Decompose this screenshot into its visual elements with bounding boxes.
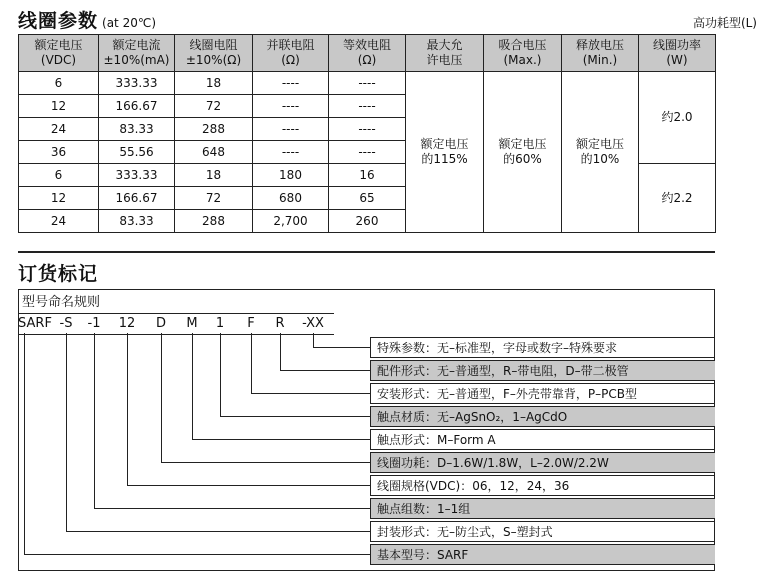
leader-line: [280, 370, 370, 371]
table-cell: 72: [175, 95, 253, 118]
code-segment-seg-1: -1: [87, 316, 101, 331]
coil-params-note: (at 20℃): [102, 16, 156, 30]
leader-line: [161, 333, 162, 462]
header-line: 线圈功率: [652, 38, 701, 52]
type-label: 高功耗型(L): [692, 16, 757, 30]
order-mark-title: 订货标记: [18, 263, 99, 285]
leader-line: [127, 485, 370, 486]
table-cell: ----: [253, 95, 329, 118]
header-line: (Max.): [503, 53, 542, 67]
header-cell: [406, 35, 484, 72]
header-cell: [99, 35, 175, 72]
leader-line: [94, 508, 370, 509]
code-segment-seg-sarf: SARF: [18, 316, 52, 331]
header-line: (W): [666, 53, 688, 67]
power-cell-resistor: 约2.2: [639, 164, 716, 233]
table-cell: ----: [329, 95, 406, 118]
table-cell: 12: [19, 95, 99, 118]
leader-line: [280, 333, 281, 370]
naming-description: 配件形式：无–普通型，R–带电阻，D–带二极管: [370, 360, 715, 381]
table-cell: 18: [175, 72, 253, 95]
merged-line: 的115%: [421, 152, 468, 166]
table-cell: 12: [19, 187, 99, 210]
header-cell: [484, 35, 562, 72]
header-cell: [175, 35, 253, 72]
header-cell: [639, 35, 716, 72]
leader-line: [251, 393, 370, 394]
naming-description: 触点形式：M–Form A: [370, 429, 715, 450]
code-segment-seg-m: M: [186, 316, 198, 331]
header-line: 额定电流: [112, 38, 161, 52]
table-cell: ----: [329, 141, 406, 164]
table-cell: 83.33: [99, 118, 175, 141]
header-line: ±10%(mA): [103, 53, 170, 67]
leader-line: [127, 333, 128, 485]
table-cell: 83.33: [99, 210, 175, 233]
table-body: [19, 72, 716, 233]
naming-description: 安装形式：无–普通型，F–外壳带靠背，P–PCB型: [370, 383, 715, 404]
code-segment-seg-12: 12: [118, 316, 136, 331]
header-line: 并联电阻: [266, 38, 315, 52]
table-cell: 2,700: [253, 210, 329, 233]
header-line: 释放电压: [575, 38, 624, 52]
leader-line: [251, 333, 252, 393]
code-segment-seg-1b: 1: [215, 316, 225, 331]
table-cell: ----: [253, 72, 329, 95]
header-line: 额定电压: [34, 38, 83, 52]
header-line: 线圈电阻: [189, 38, 238, 52]
naming-description: 触点组数：1–1组: [370, 498, 715, 519]
leader-line: [161, 462, 370, 463]
code-segment-seg-f: F: [247, 316, 255, 331]
table-cell: 18: [175, 164, 253, 187]
table-cell: 166.67: [99, 187, 175, 210]
table-cell: 648: [175, 141, 253, 164]
leader-line: [192, 333, 193, 439]
header-line: 等效电阻: [342, 38, 391, 52]
table-cell: 288: [175, 210, 253, 233]
merged-line: 额定电压: [498, 137, 547, 151]
code-segment-seg-r: R: [275, 316, 285, 331]
naming-description: 线圈规格(VDC)：06，12，24，36: [370, 475, 715, 496]
table-cell: ----: [253, 118, 329, 141]
release-voltage-cell: [562, 72, 639, 233]
table-cell: ----: [329, 72, 406, 95]
merged-line: 的60%: [503, 152, 542, 166]
leader-line: [24, 554, 370, 555]
header-cell: [329, 35, 406, 72]
table-cell: 6: [19, 72, 99, 95]
table-cell: 6: [19, 164, 99, 187]
power-cell-standard: 约2.0: [639, 72, 716, 164]
table-cell: 36: [19, 141, 99, 164]
table-cell: 180: [253, 164, 329, 187]
header-cell: [19, 35, 99, 72]
naming-description: 触点材质：无–AgSnO₂，1–AgCdO: [370, 406, 715, 427]
merged-line: 额定电压: [420, 137, 469, 151]
code-segment-seg-s: -S: [59, 316, 73, 331]
table-cell: ----: [329, 118, 406, 141]
naming-description: 线圈功耗：D–1.6W/1.8W，L–2.0W/2.2W: [370, 452, 715, 473]
leader-line: [313, 347, 370, 348]
leader-line: [220, 416, 370, 417]
coil-parameter-table: [18, 34, 716, 233]
table-cell: 65: [329, 187, 406, 210]
naming-description: 封装形式：无–防尘式，S–塑封式: [370, 521, 715, 542]
leader-line: [192, 439, 370, 440]
pickup-voltage-cell: [484, 72, 562, 233]
merged-line: 的10%: [580, 152, 620, 166]
code-segment-seg-xx: -XX: [302, 316, 324, 331]
header-cell: [562, 35, 639, 72]
header-line: (Ω): [281, 53, 300, 67]
table-cell: ----: [253, 141, 329, 164]
section-divider: [18, 251, 715, 253]
table-cell: 24: [19, 118, 99, 141]
leader-line: [24, 333, 25, 554]
table-row: [19, 72, 716, 95]
table-cell: 288: [175, 118, 253, 141]
header-line: 最大允: [426, 38, 463, 52]
code-segment-seg-d: D: [155, 316, 166, 331]
table-cell: 166.67: [99, 95, 175, 118]
leader-line: [313, 333, 314, 347]
max-voltage-cell: [406, 72, 484, 233]
table-cell: 333.33: [99, 72, 175, 95]
table-cell: 72: [175, 187, 253, 210]
table-cell: 333.33: [99, 164, 175, 187]
merged-line: 额定电压: [575, 137, 624, 151]
coil-params-heading: 线圈参数: [18, 10, 99, 32]
header-cell: [253, 35, 329, 72]
table-cell: 55.56: [99, 141, 175, 164]
table-cell: 260: [329, 210, 406, 233]
header-line: 许电压: [426, 53, 463, 67]
naming-description: 基本型号：SARF: [370, 544, 715, 565]
leader-line: [94, 333, 95, 508]
table-cell: 24: [19, 210, 99, 233]
naming-rule-title: 型号命名规则: [22, 295, 101, 310]
leader-line: [220, 333, 221, 416]
header-line: (Min.): [582, 53, 618, 67]
header-line: ±10%(Ω): [185, 53, 242, 67]
leader-line: [66, 333, 67, 531]
leader-line: [66, 531, 370, 532]
header-line: 吸合电压: [498, 38, 547, 52]
table-header-row: [19, 35, 716, 72]
header-line: (VDC): [40, 53, 77, 67]
coil-params-title: [18, 6, 156, 33]
naming-description: 特殊参数：无–标准型，字母或数字–特殊要求: [370, 337, 715, 358]
header-line: (Ω): [357, 53, 377, 67]
table-cell: 680: [253, 187, 329, 210]
table-cell: 16: [329, 164, 406, 187]
